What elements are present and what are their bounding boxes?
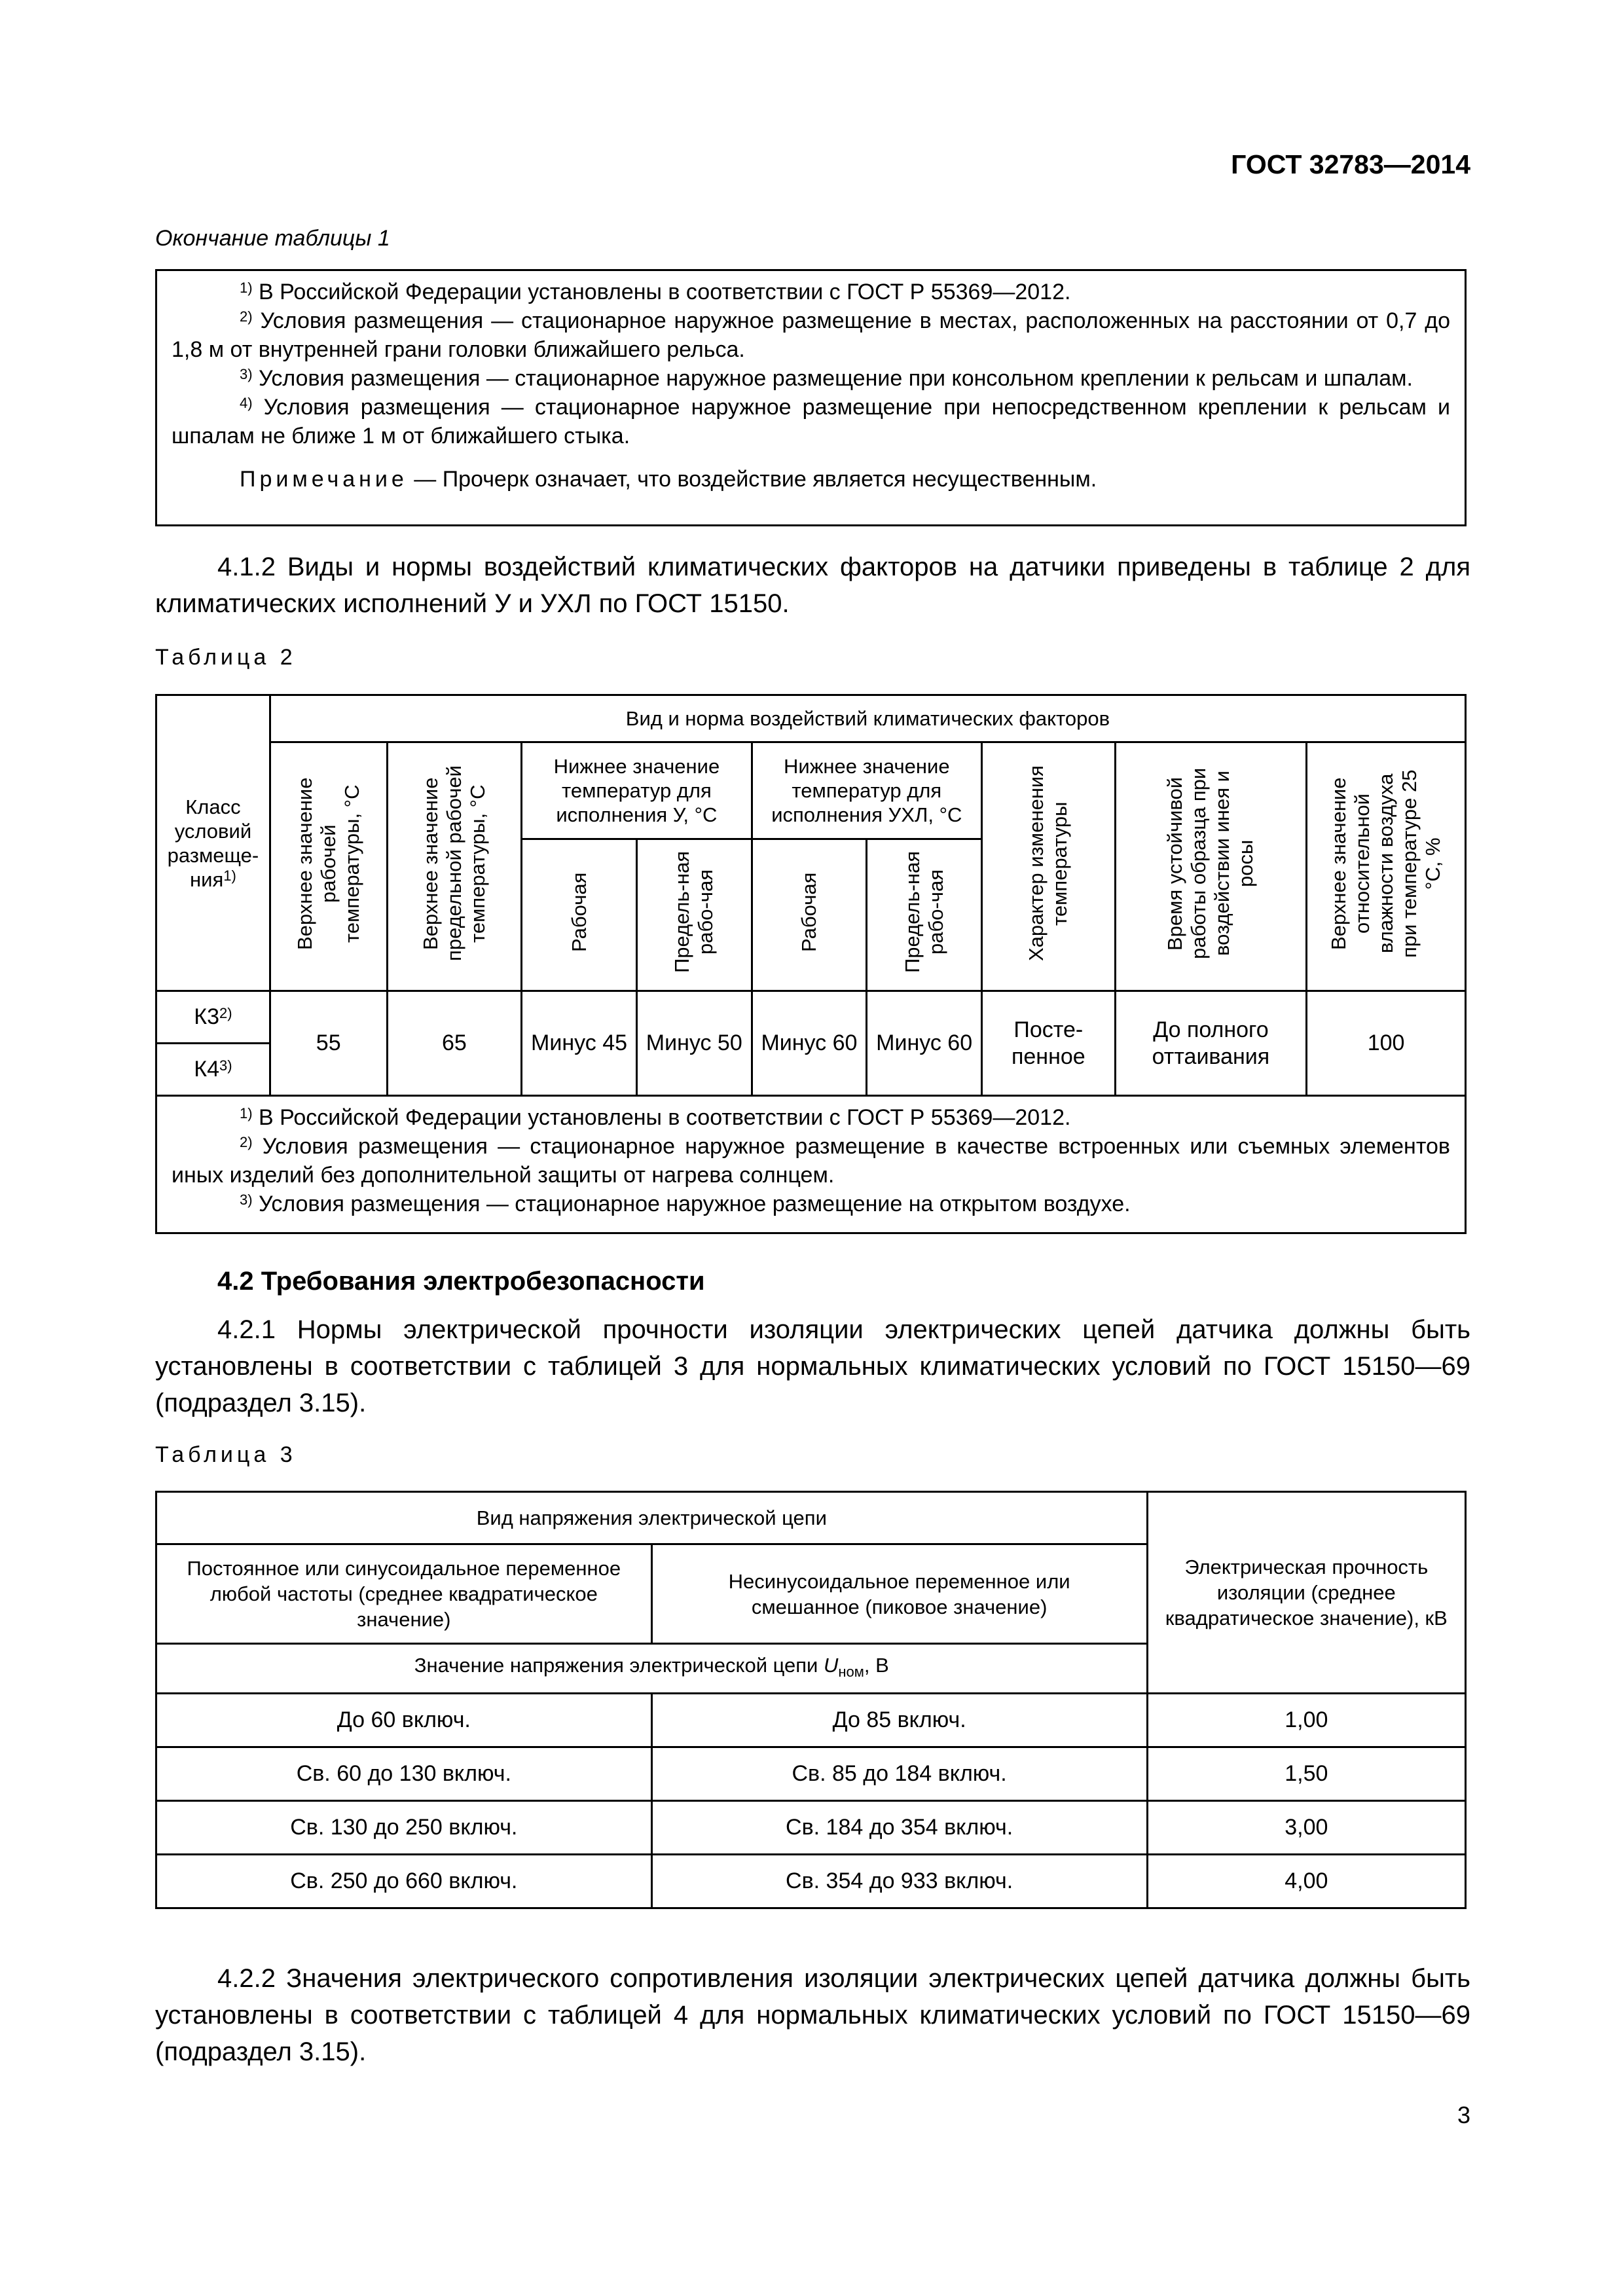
table2-sub-u-limit: Предель-ная рабо-чая <box>636 839 752 991</box>
table2-col-lower-u: Нижнее значение температур для исполнения У, °С <box>522 742 752 839</box>
table2-col-humidity: Верхнее значение относительной влажности воздуха при температуре 25 °С, % <box>1307 742 1466 991</box>
table2-sub-uhl-limit: Предель-ная рабо-чая <box>867 839 982 991</box>
table2-col-upper-limit: Верхнее значение предельной рабочей температуры, °С <box>387 742 522 991</box>
table2-val-uhl-limit: Минус 60 <box>867 991 982 1096</box>
table2-col-time: Время устойчивой работы образца при воздействии инея и росы <box>1115 742 1307 991</box>
section-heading-4-2: 4.2 Требования электробезопасности <box>217 1267 705 1296</box>
table3 <box>155 1491 1467 1909</box>
table1-footnote-2: $^{2)}$ Условия размещения — стационарное наружное размещение в местах, расположенных на расстоянии от 0,7 до 1,8 м от внутренней грани головки ближайшего рельса. <box>172 308 1450 362</box>
table2-val-upper-limit: 65 <box>387 991 522 1096</box>
table3-cell-kv: 3,00 <box>1147 1801 1465 1855</box>
table1-footnote-1: $^{1)}$ В Российской Федерации установлены в соответствии с ГОСТ Р 55369—2012. <box>240 280 1071 304</box>
table2-footnote-3: $^{3)}$ Условия размещения — стационарное наружное размещение на открытом воздухе. <box>240 1192 1131 1216</box>
table2-val-u-work: Минус 45 <box>522 991 637 1096</box>
table1-continuation-caption: Окончание таблицы 1 <box>155 226 390 251</box>
table3-cell-kv: 1,00 <box>1147 1694 1465 1747</box>
table2-col-temp-change: Характер изменения температуры <box>982 742 1116 991</box>
table3-cell-sin: До 60 включ. <box>156 1694 652 1747</box>
table2-val-uhl-work: Минус 60 <box>752 991 867 1096</box>
table3-col-strength: Электрическая прочность изоляции (среднее квадратическое значение), кВ <box>1147 1492 1465 1694</box>
table3-cell-sin: Св. 60 до 130 включ. <box>156 1747 652 1801</box>
paragraph-4-2-2: 4.2.2 Значения электрического сопротивления изоляции электрических цепей датчика должны быть установлены в соответствии с таблицей 4 для нормальных климатических условий по ГОСТ 15150—69 (подраздел 3.15). <box>155 1964 1470 2066</box>
table3-col-nonsin: Несинусоидальное переменное или смешанное (пиковое значение) <box>651 1544 1147 1644</box>
table3-caption: Таблица 3 <box>155 1442 297 1467</box>
table2-sub-uhl-work: Рабочая <box>752 839 867 991</box>
table3-cell-nonsin: Св. 184 до 354 включ. <box>651 1801 1147 1855</box>
table2-sub-u-work: Рабочая <box>522 839 637 991</box>
table3-cell-sin: Св. 250 до 660 включ. <box>156 1855 652 1908</box>
table3-cell-sin: Св. 130 до 250 включ. <box>156 1801 652 1855</box>
table2-val-upper-work: 55 <box>270 991 387 1096</box>
table3-cell-nonsin: Св. 85 до 184 включ. <box>651 1747 1147 1801</box>
paragraph-4-1-2: 4.1.2 Виды и нормы воздействий климатических факторов на датчики приведены в таблице 2 для климатических исполнений У и УХЛ по ГОСТ 15150. <box>155 553 1470 618</box>
table3-cell-kv: 1,50 <box>1147 1747 1465 1801</box>
table2-row-class: К4$^{3)}$ <box>156 1044 270 1096</box>
table2-group-header: Вид и норма воздействий климатических факторов <box>270 695 1465 742</box>
table2-footnote-2: $^{2)}$ Условия размещения — стационарное наружное размещение в качестве встроенных или съемных элементов иных изделий без дополнительной защиты от нагрева солнцем. <box>172 1134 1450 1188</box>
table2 <box>155 694 1467 1234</box>
table2-val-humidity: 100 <box>1307 991 1466 1096</box>
table2-class-header: Класс условий размеще-ния$^{1)}$ <box>156 695 270 991</box>
table3-cell-nonsin: Св. 354 до 933 включ. <box>651 1855 1147 1908</box>
table2-caption: Таблица 2 <box>155 645 297 670</box>
table2-row-class: К3$^{2)}$ <box>156 991 270 1044</box>
table2-col-upper-work: Верхнее значение рабочей температуры, °С <box>270 742 387 991</box>
table2-footnote-1: $^{1)}$ В Российской Федерации установлены в соответствии с ГОСТ Р 55369—2012. <box>240 1105 1071 1130</box>
table3-col-sin: Постоянное или синусоидальное переменное любой частоты (среднее квадратическое значение) <box>156 1544 652 1644</box>
table3-group-header: Вид напряжения электрической цепи <box>156 1492 1148 1544</box>
table3-cell-kv: 4,00 <box>1147 1855 1465 1908</box>
table2-val-time: До полного оттаивания <box>1115 991 1307 1096</box>
table3-voltage-header: Значение напряжения электрической цепи $U_{ном}$, В <box>156 1644 1148 1694</box>
table2-val-u-limit: Минус 50 <box>636 991 752 1096</box>
table1-footnote-4: $^{4)}$ Условия размещения — стационарное наружное размещение при непосредственном креплении к рельсам и шпалам не ближе 1 м от ближайшего стыка. <box>172 395 1451 448</box>
table2-col-lower-uhl: Нижнее значение температур для исполнения УХЛ, °С <box>752 742 981 839</box>
table2-val-temp-change: Посте-пенное <box>982 991 1116 1096</box>
page-number: 3 <box>1457 2102 1470 2128</box>
table1-footnote-3: $^{3)}$ Условия размещения — стационарное наружное размещение при консольном креплении к рельсам и шпалам. <box>240 366 1413 391</box>
paragraph-4-2-1: 4.2.1 Нормы электрической прочности изоляции электрических цепей датчика должны быть установлены в соответствии с таблицей 3 для нормальных климатических условий по ГОСТ 15150—69 (подраздел 3.15). <box>155 1315 1470 1417</box>
table2-footnotes <box>156 1096 1466 1233</box>
table3-cell-nonsin: До 85 включ. <box>651 1694 1147 1747</box>
document-id: ГОСТ 32783—2014 <box>1231 149 1470 179</box>
table1-note: Примечание — Прочерк означает, что воздействие является несущественным. <box>240 467 1097 492</box>
table1-footnotes-box <box>155 269 1467 526</box>
